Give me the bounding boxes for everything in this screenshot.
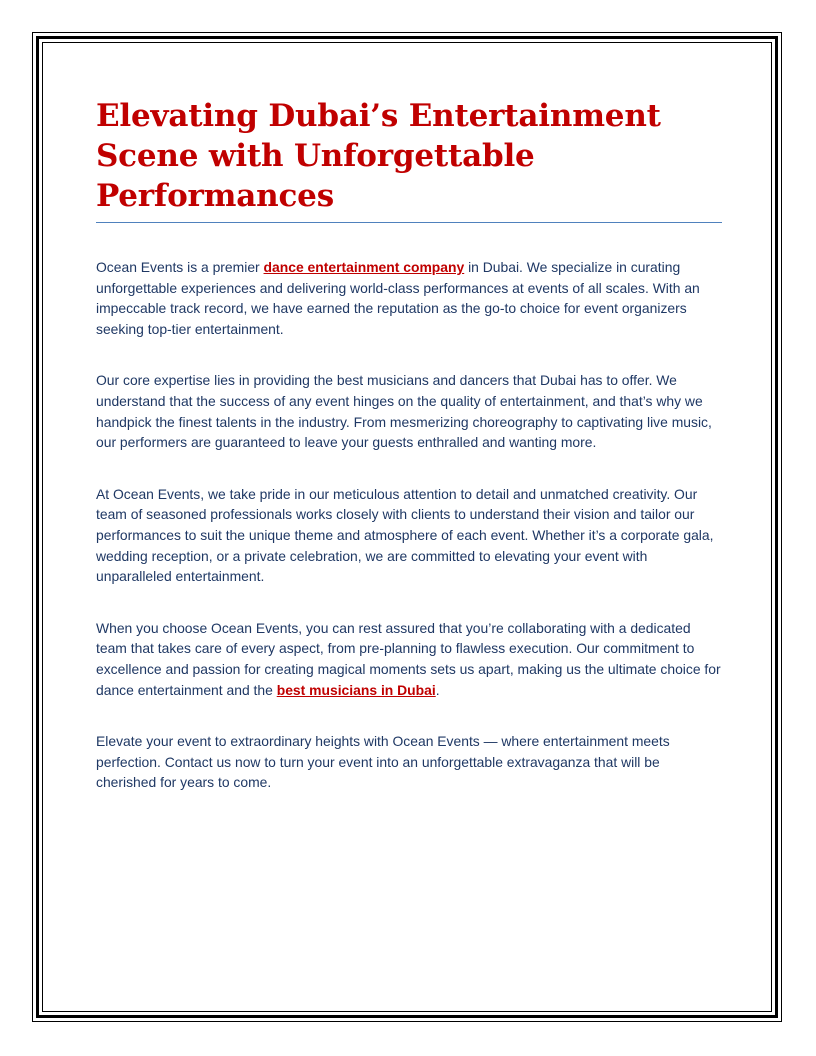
paragraph-3: At Ocean Events, we take pride in our meticulous attention to detail and unmatched creativity. Our team of seasoned professionals works closely with clients to understand their vision and tailor our performances to suit the unique theme and atmosphere of each event. Whether it’s a corporate gala, wedding reception, or a private celebration, we are committed to elevating your event with unparalleled entertainment. — [96, 485, 714, 585]
paragraph-2: Our core expertise lies in providing the best musicians and dancers that Dubai has to offer. We understand that the success of any event hinges on the quality of entertainment, and that’s why we handpick the finest talents in the industry. From mesmerizing choreography to captivating live music, our performers are guaranteed to leave your guests enthralled and wanting more. — [96, 372, 712, 451]
paragraph-4 — [96, 618, 722, 700]
paragraph-5: Elevate your event to extraordinary heights with Ocean Events — where entertainment meets perfection. Contact us now to turn your event into an unforgettable extravaganza that will be cherished for years to come. — [96, 733, 670, 791]
paragraph-1-text-after: in Dubai. We specialize in curating unforgettable experiences and delivering world-class performances at events of all scales. With an impeccable track record, we have earned the reputation as the go-to choice for event organizers seeking top-tier entertainment. — [96, 259, 700, 337]
page-title: Elevating Dubai’s Entertainment Scene with Unforgettable Performances — [96, 98, 661, 214]
title-rule — [96, 222, 722, 223]
document-body — [96, 96, 722, 824]
paragraph-1-text-before: Ocean Events is a premier — [96, 259, 264, 275]
paragraph-4-text-before: When you choose Ocean Events, you can rest assured that you’re collaborating with a dedicated team that takes care of every aspect, from pre-planning to flawless execution. Our commitment to excellence and passion for creating magical moments sets us apart, making us the ultimate choice for dance entertainment and the — [96, 619, 721, 698]
best-musicians-in-dubai-link[interactable]: best musicians in Dubai — [276, 681, 436, 698]
paragraph-4-text-after: . — [435, 681, 440, 698]
paragraph-1 — [96, 257, 722, 339]
dance-entertainment-company-link[interactable]: dance entertainment company — [263, 259, 465, 275]
